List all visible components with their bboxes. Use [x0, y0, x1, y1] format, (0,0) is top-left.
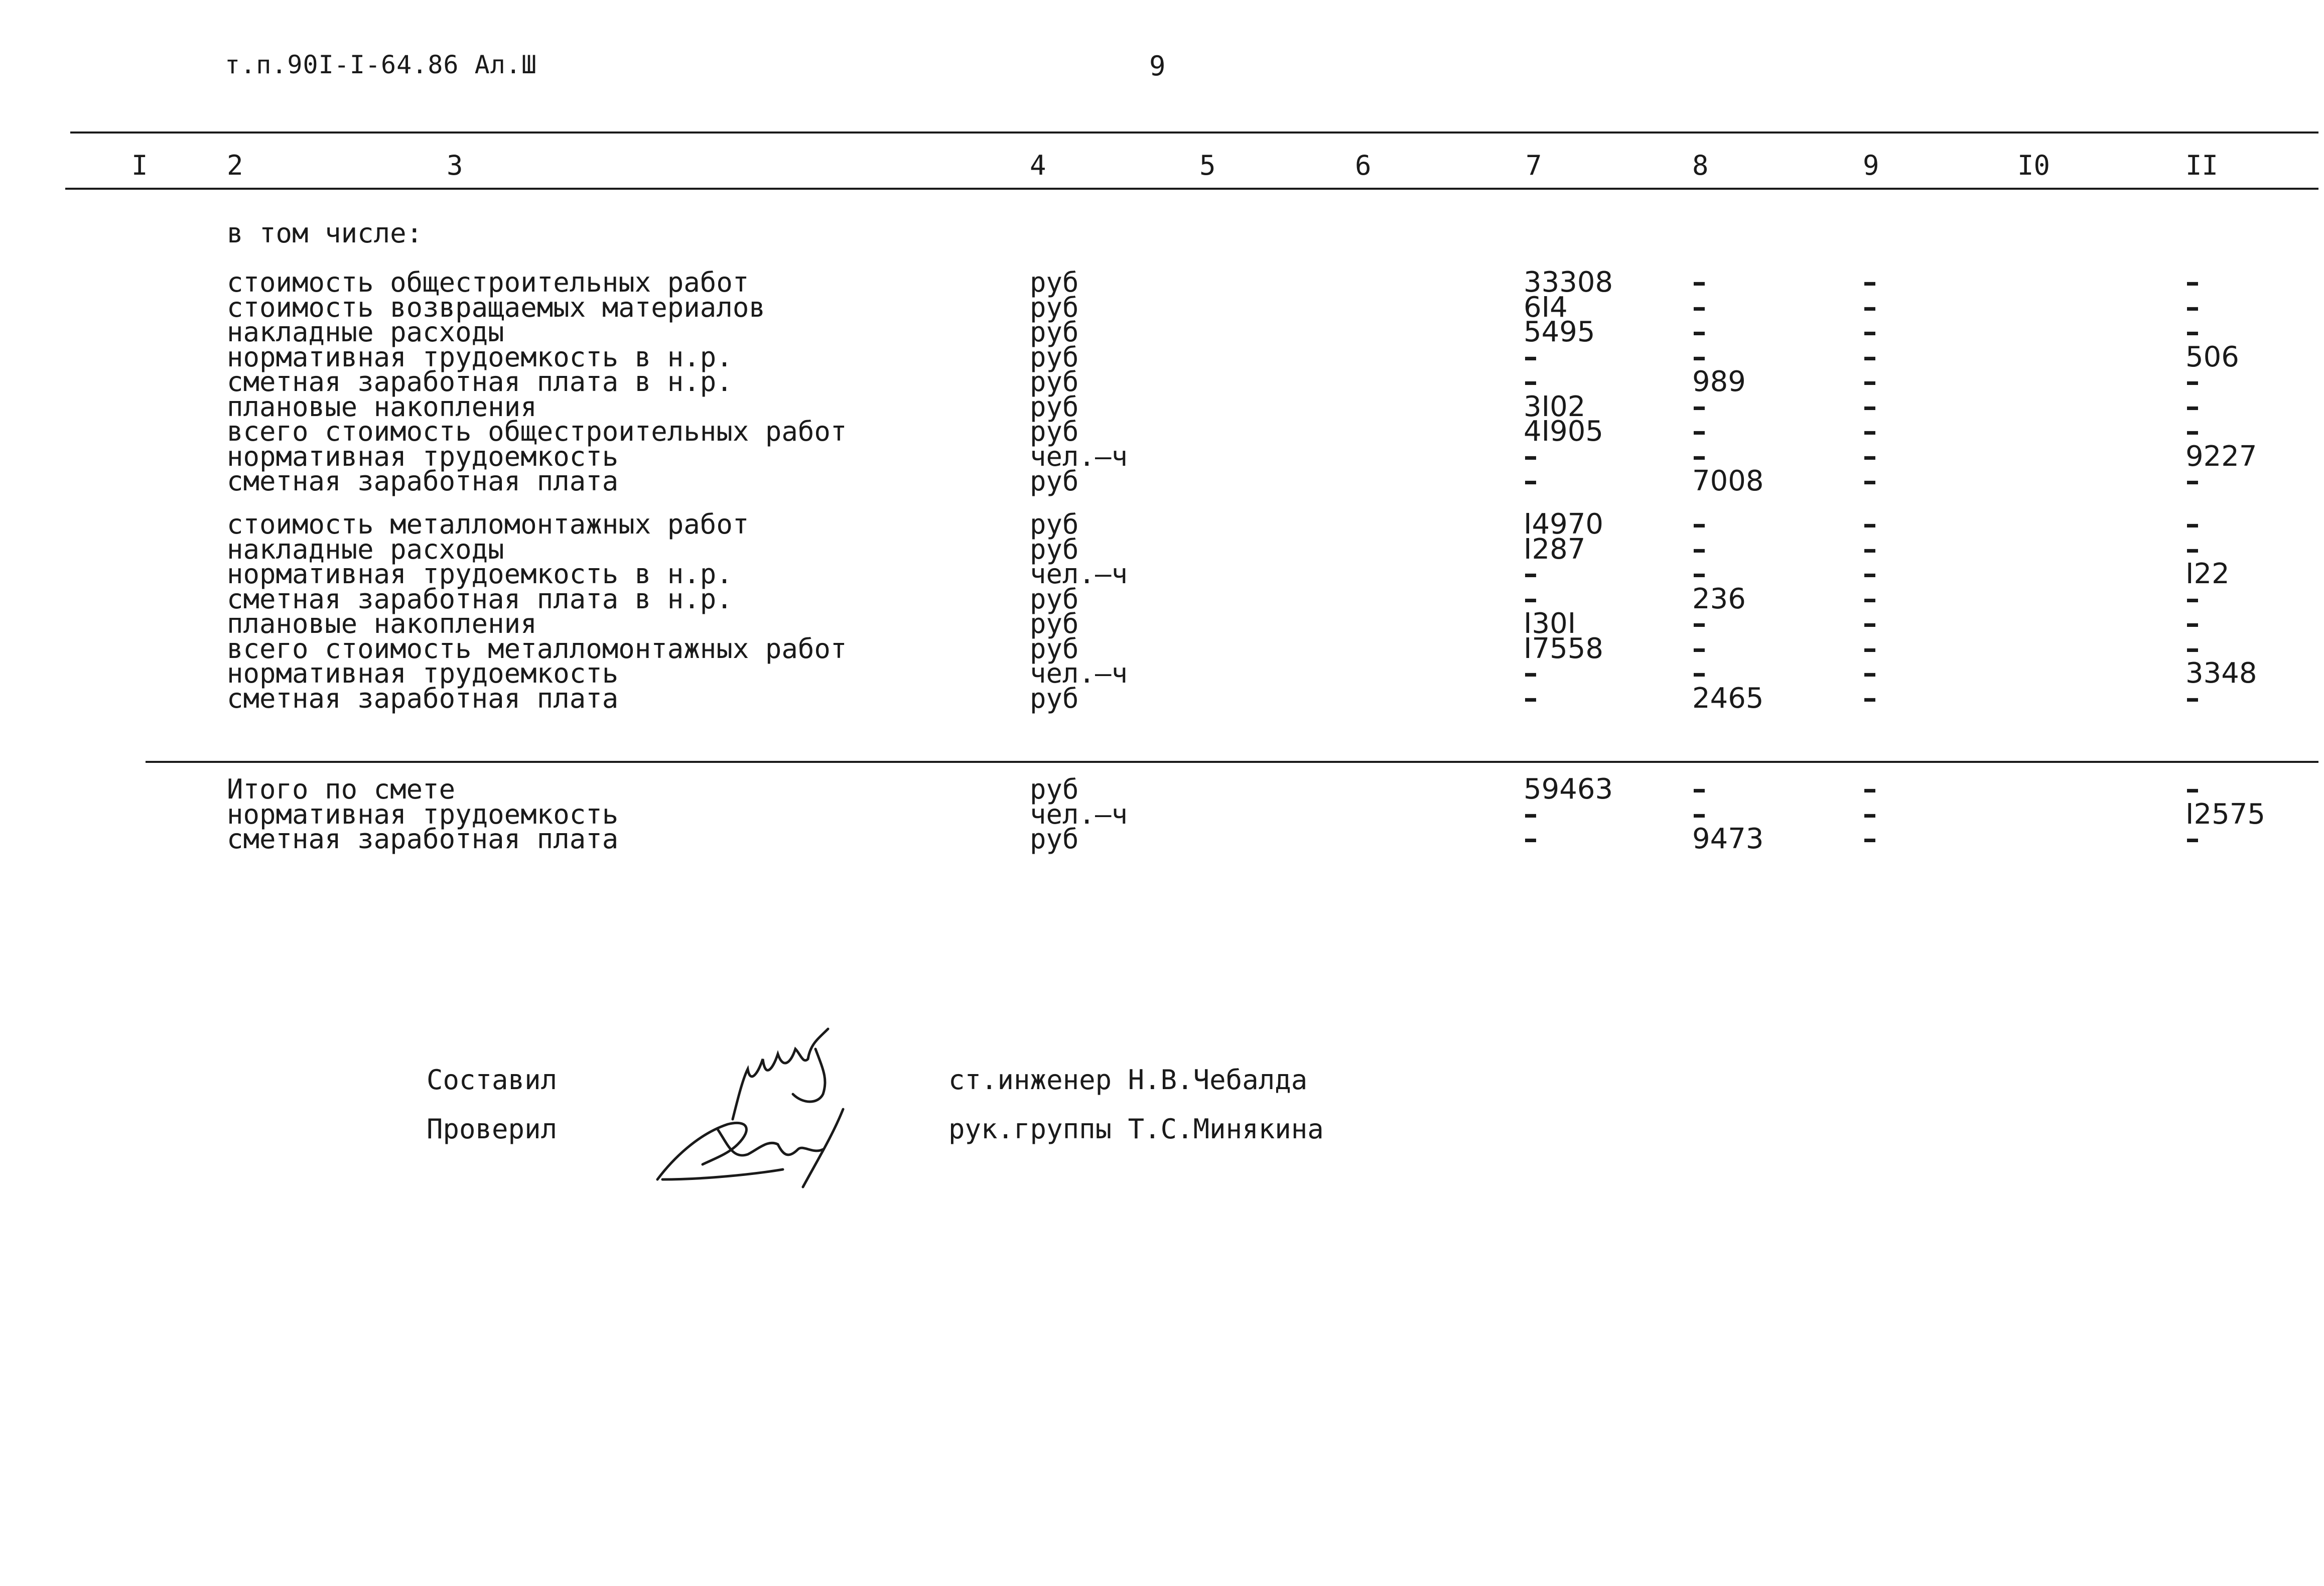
col9-cell: – [1863, 291, 1877, 324]
labor-cell: – [2185, 365, 2200, 398]
row-label: всего стоимость металломонтажных работ [227, 632, 847, 665]
col9-cell: – [1863, 465, 1877, 497]
row-label: стоимость возвращаемых материалов [227, 291, 765, 323]
column-header: 5 [1199, 150, 1216, 181]
cost-cell: – [1524, 440, 1538, 473]
unit-cell: руб [1030, 341, 1079, 373]
cost-cell: – [1524, 798, 1538, 831]
wage-cell: 9473 [1692, 823, 1764, 855]
cost-cell: – [1524, 465, 1538, 497]
labor-cell: – [2185, 465, 2200, 497]
row-label: накладные расходы [227, 533, 504, 565]
unit-cell: руб [1030, 291, 1079, 323]
labor-cell: – [2185, 508, 2200, 541]
unit-cell: руб [1030, 465, 1079, 497]
unit-cell: руб [1030, 366, 1079, 398]
unit-cell: руб [1030, 632, 1079, 665]
col9-cell: – [1863, 365, 1877, 398]
compiled-name: ст.инженер Н.В.Чебалда [948, 1064, 1308, 1096]
col9-cell: – [1863, 823, 1877, 855]
labor-cell: – [2185, 415, 2200, 448]
labor-cell: 9227 [2185, 440, 2257, 473]
row-label: нормативная трудоемкость [227, 657, 619, 689]
column-header: 6 [1355, 150, 1372, 181]
wage-cell: 7008 [1692, 465, 1764, 497]
top-rule [70, 131, 2318, 134]
cost-cell: – [1524, 365, 1538, 398]
labor-cell: 3348 [2185, 657, 2257, 690]
row-label: Итого по смете [227, 773, 456, 805]
wage-cell: – [1692, 340, 1706, 373]
cost-cell: I30I [1524, 607, 1576, 640]
row-label: нормативная трудоемкость [227, 798, 619, 830]
unit-cell: руб [1030, 267, 1079, 298]
column-header: 3 [447, 150, 463, 181]
labor-cell: I22 [2185, 558, 2230, 590]
page-number: 9 [1149, 50, 1166, 82]
labor-cell: – [2185, 316, 2200, 348]
labor-cell: 506 [2185, 340, 2239, 373]
wage-cell: – [1692, 415, 1706, 448]
column-header: 8 [1692, 150, 1709, 181]
cost-cell: – [1524, 558, 1538, 590]
cost-cell: – [1524, 582, 1538, 615]
document-code: т.п.90I-I-64.86 Ал.Ш [225, 50, 537, 79]
cost-cell: 3I02 [1524, 390, 1586, 423]
col9-cell: – [1863, 682, 1877, 715]
col9-cell: – [1863, 607, 1877, 640]
unit-cell: руб [1030, 390, 1079, 423]
column-header: 9 [1863, 150, 1879, 181]
column-header: 2 [227, 150, 243, 181]
wage-cell: – [1692, 657, 1706, 690]
col9-cell: – [1863, 533, 1877, 566]
col9-cell: – [1863, 390, 1877, 423]
labor-cell: – [2185, 773, 2200, 806]
cost-cell: – [1524, 340, 1538, 373]
wage-cell: – [1692, 508, 1706, 541]
unit-cell: руб [1030, 533, 1079, 565]
wage-cell: – [1692, 773, 1706, 806]
wage-cell: – [1692, 607, 1706, 640]
labor-cell: – [2185, 632, 2200, 665]
col9-cell: – [1863, 266, 1877, 299]
col9-cell: – [1863, 316, 1877, 348]
labor-cell: – [2185, 533, 2200, 566]
row-label: стоимость металломонтажных работ [227, 508, 749, 540]
labor-cell: – [2185, 266, 2200, 299]
col9-cell: – [1863, 582, 1877, 615]
cost-cell: I287 [1524, 533, 1586, 566]
cost-cell: 5495 [1524, 316, 1595, 348]
cost-cell: 6I4 [1524, 291, 1568, 324]
cost-cell: 33308 [1524, 266, 1613, 299]
col9-cell: – [1863, 440, 1877, 473]
unit-cell: чел.–ч [1030, 440, 1128, 472]
unit-cell: руб [1030, 608, 1079, 639]
wage-cell: – [1692, 440, 1706, 473]
column-header: 4 [1030, 150, 1046, 181]
labor-cell: – [2185, 390, 2200, 423]
column-header: I [131, 150, 148, 181]
row-label: стоимость общестроительных работ [227, 267, 749, 298]
col9-cell: – [1863, 773, 1877, 806]
unit-cell: руб [1030, 583, 1079, 615]
wage-cell: – [1692, 533, 1706, 566]
col9-cell: – [1863, 657, 1877, 690]
row-label: сметная заработная плата в н.р. [227, 366, 733, 398]
wage-cell: – [1692, 316, 1706, 348]
unit-cell: руб [1030, 823, 1079, 855]
row-label: плановые накопления [227, 390, 537, 423]
wage-cell: 2465 [1692, 682, 1764, 715]
row-label: накладные расходы [227, 316, 504, 348]
labor-cell: – [2185, 823, 2200, 855]
row-label: нормативная трудоемкость в н.р. [227, 558, 733, 590]
cost-cell: I7558 [1524, 632, 1604, 665]
cost-cell: 4I905 [1524, 415, 1604, 448]
wage-cell: 236 [1692, 582, 1746, 615]
unit-cell: руб [1030, 508, 1079, 540]
labor-cell: – [2185, 607, 2200, 640]
unit-cell: руб [1030, 682, 1079, 714]
cost-cell: I4970 [1524, 508, 1604, 541]
cost-cell: – [1524, 823, 1538, 855]
row-label: сметная заработная плата [227, 465, 619, 497]
unit-cell: чел.–ч [1030, 798, 1128, 830]
checker-signature [652, 1099, 893, 1190]
labor-cell: – [2185, 291, 2200, 324]
column-header: I0 [2017, 150, 2050, 181]
wage-cell: – [1692, 390, 1706, 423]
header-rule [65, 188, 2318, 190]
checked-name: рук.группы Т.С.Минякина [948, 1113, 1324, 1145]
section-label: в том числе: [227, 217, 423, 249]
row-label: всего стоимость общестроительных работ [227, 416, 847, 447]
row-label: нормативная трудоемкость в н.р. [227, 341, 733, 373]
wage-cell: – [1692, 798, 1706, 831]
col9-cell: – [1863, 798, 1877, 831]
wage-cell: – [1692, 632, 1706, 665]
unit-cell: руб [1030, 316, 1079, 348]
labor-cell: I2575 [2185, 798, 2266, 831]
row-label: сметная заработная плата [227, 682, 619, 714]
wage-cell: 989 [1692, 365, 1746, 398]
checked-label: Проверил [427, 1113, 558, 1145]
col9-cell: – [1863, 508, 1877, 541]
column-header: 7 [1526, 150, 1542, 181]
unit-cell: руб [1030, 416, 1079, 447]
wage-cell: – [1692, 266, 1706, 299]
col9-cell: – [1863, 340, 1877, 373]
totals-rule [146, 761, 2318, 763]
wage-cell: – [1692, 291, 1706, 324]
row-label: плановые накопления [227, 608, 537, 639]
labor-cell: – [2185, 682, 2200, 715]
unit-cell: чел.–ч [1030, 657, 1128, 689]
col9-cell: – [1863, 632, 1877, 665]
unit-cell: чел.–ч [1030, 558, 1128, 590]
row-label: сметная заработная плата [227, 823, 619, 855]
unit-cell: руб [1030, 773, 1079, 805]
row-label: сметная заработная плата в н.р. [227, 583, 733, 615]
col9-cell: – [1863, 558, 1877, 590]
col9-cell: – [1863, 415, 1877, 448]
row-label: нормативная трудоемкость [227, 440, 619, 472]
cost-cell: 59463 [1524, 773, 1613, 806]
cost-cell: – [1524, 682, 1538, 715]
compiled-label: Составил [427, 1064, 558, 1096]
column-header: II [2185, 150, 2219, 181]
wage-cell: – [1692, 558, 1706, 590]
cost-cell: – [1524, 657, 1538, 690]
labor-cell: – [2185, 582, 2200, 615]
